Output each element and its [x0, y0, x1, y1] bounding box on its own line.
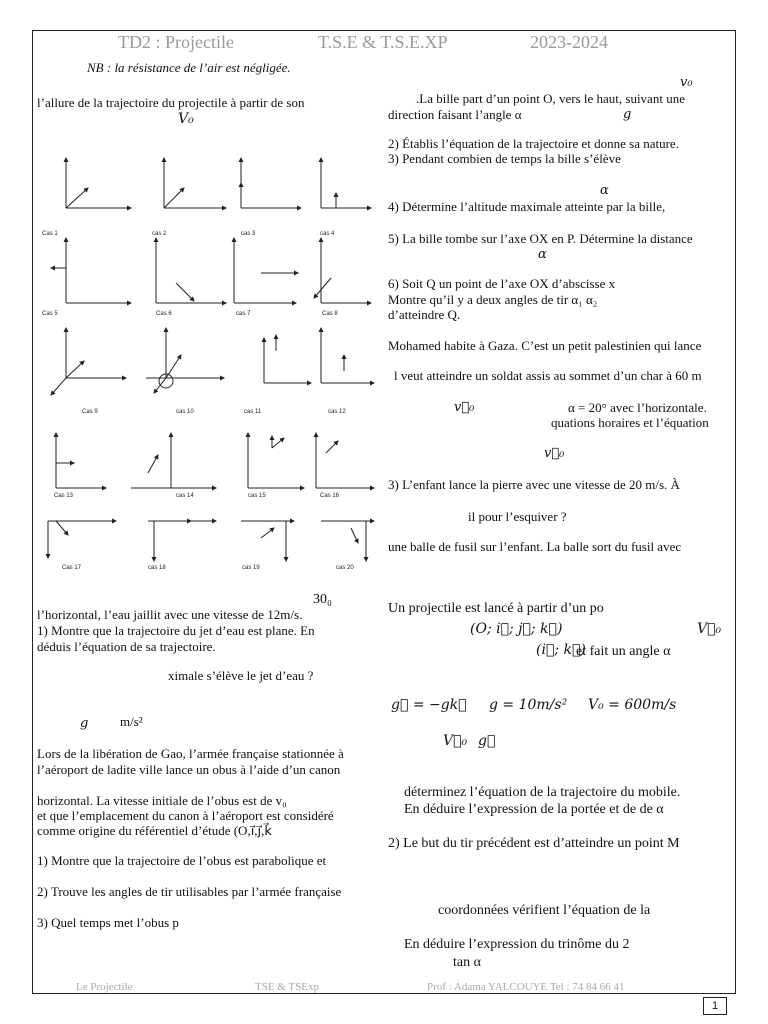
header-year: 2023-2024 — [530, 32, 608, 52]
question-2: 2) Établis l’équation de la trajectoire et donne sa nature. — [388, 136, 679, 151]
mohamed-alpha: α = 20° avec l’horizontale. — [568, 400, 707, 415]
alpha-1: α — [600, 183, 609, 198]
case-label: Cas 9 — [82, 409, 98, 415]
gao-line5: comme origine du référentiel d’étude (O,i⃗,j⃗,k⃗ — [37, 823, 272, 838]
mohamed-line2: l veut atteindre un soldat assis au sommet d’un char à 60 m — [394, 368, 702, 383]
angle-30: 30₀ — [313, 592, 332, 607]
mohamed-equations: quations horaires et l’équation — [551, 415, 709, 430]
gao-line1: Lors de la libération de Gao, l’armée française stationnée à — [37, 746, 344, 761]
repere: (O; i⃗; j⃗; k⃗) — [470, 621, 563, 637]
coord-line: coordonnées vérifient l’équation de la — [438, 903, 651, 918]
question-5: 5) La bille tombe sur l’axe OX en P. Détermine la distance — [388, 231, 693, 246]
page-number: 1 — [703, 997, 727, 1015]
determine-line1: déterminez l’équation de la trajectoire du mobile. — [404, 785, 681, 800]
case-label: Cas 16 — [320, 493, 340, 499]
case-label: cas 3 — [241, 231, 256, 237]
case-label: Cas 5 — [42, 311, 58, 317]
intro-vector: V₀ — [178, 111, 194, 127]
V0-vector-2: V⃗₀ — [443, 733, 468, 749]
gao-line3: horizontal. La vitesse initiale de l’obus est de v₀ — [37, 793, 287, 808]
question-6b: Montre qu’il y a deux angles de tir α₁ α₂ — [388, 292, 598, 307]
v0-top: v₀ — [680, 75, 693, 90]
case-label: Cas 8 — [322, 311, 338, 317]
eau-q1a: 1) Montre que la trajectoire du jet d’eau est plane. En — [37, 623, 315, 638]
footer-mid: TSE & TSExp — [255, 981, 319, 993]
g-equation: g⃗ = −gk⃗ — [391, 697, 467, 713]
determine-line2: En déduire l’expression de la portée et de de α — [404, 802, 664, 817]
case-label: cas 7 — [236, 311, 251, 317]
bille-g: g — [623, 107, 632, 122]
case-label: cas 4 — [320, 231, 335, 237]
g-unit: m/s² — [120, 714, 143, 729]
case-label: cas 15 — [248, 493, 266, 499]
but-line: 2) Le but du tir précédent est d’atteindre un point M — [388, 836, 680, 851]
case-label: cas 14 — [176, 493, 194, 499]
case-label: cas 20 — [336, 565, 354, 571]
plane: (i⃗; k⃗) — [536, 642, 586, 658]
mohamed-q3: 3) L’enfant lance la pierre avec une vitesse de 20 m/s. À — [388, 477, 680, 492]
gao-line4: et que l’emplacement du canon à l’aéroport est considéré — [37, 808, 334, 823]
mohamed-esquive: il pour l’esquiver ? — [468, 509, 567, 524]
trinome-line: En déduire l’expression du trinôme du 2 — [404, 937, 630, 952]
case-label: Cas 13 — [54, 493, 74, 499]
gao-q2: 2) Trouve les angles de tir utilisables par l’armée française — [37, 884, 342, 899]
mohamed-v0b: v⃗₀ — [544, 446, 565, 461]
case-label: Cas 6 — [156, 311, 172, 317]
case-label: Cas 1 — [42, 231, 58, 237]
g-vector-2: g⃗ — [478, 733, 496, 749]
bille-line1: .La bille part d’un point O, vers le haut, suivant une — [416, 91, 685, 106]
tan-alpha: tan α — [453, 955, 481, 970]
case-label: cas 18 — [148, 565, 166, 571]
gao-line2: l’aéroport de ladite ville lance un obus à l’aide d’un canon — [37, 762, 341, 777]
case-label: cas 10 — [176, 409, 194, 415]
header-classes: T.S.E & T.S.E.XP — [318, 32, 448, 52]
case-label: cas 2 — [152, 231, 167, 237]
g-symbol: g — [80, 716, 89, 731]
case-label: cas 12 — [328, 409, 346, 415]
case-label: cas 11 — [244, 409, 262, 415]
mohamed-line1: Mohamed habite à Gaza. C’est un petit palestinien qui lance — [388, 338, 702, 353]
gao-q1: 1) Montre que la trajectoire de l’obus est parabolique et — [37, 853, 327, 868]
question-6a: 6) Soit Q un point de l’axe OX d’abscisse x — [388, 276, 616, 291]
footer-right: Prof : Adama YALCOUYE Tel : 74 84 66 41 — [427, 981, 625, 993]
angle-text: et fait un angle α — [576, 644, 671, 659]
eau-q2: ximale s’élève le jet d’eau ? — [168, 668, 314, 683]
projectile-line1: Un projectile est lancé à partir d’un po — [388, 601, 604, 616]
intro-line: l’allure de la trajectoire du projectile à partir de son — [37, 95, 305, 110]
question-4: 4) Détermine l’altitude maximale atteinte par la bille, — [388, 199, 666, 214]
question-3: 3) Pendant combien de temps la bille s’élève — [388, 151, 621, 166]
footer-left: Le Projectile — [76, 981, 133, 993]
g-value: g = 10m/s² — [489, 697, 568, 713]
case-label: cas 19 — [242, 565, 260, 571]
eau-q1b: déduis l’équation de sa trajectoire. — [37, 639, 216, 654]
question-6c: d’atteindre Q. — [388, 307, 461, 322]
mohamed-balle: une balle de fusil sur l’enfant. La balle sort du fusil avec — [388, 539, 682, 554]
v0-value: V₀ = 600m/s — [588, 697, 677, 713]
gao-q3: 3) Quel temps met l’obus p — [37, 915, 179, 930]
V0-vector: V⃗₀ — [697, 621, 722, 637]
mohamed-v0: v⃗₀ — [454, 400, 475, 415]
case-label: Cas 17 — [62, 565, 82, 571]
bille-line2: direction faisant l’angle α — [388, 107, 522, 122]
cases-diagram — [36, 143, 376, 575]
note-air-resistance: NB : la résistance de l’air est négligée. — [87, 60, 291, 75]
alpha-2: α — [538, 247, 547, 262]
eau-line1: l’horizontal, l’eau jaillit avec une vitesse de 12m/s. — [37, 607, 303, 622]
header-title: TD2 : Projectile — [118, 32, 234, 52]
